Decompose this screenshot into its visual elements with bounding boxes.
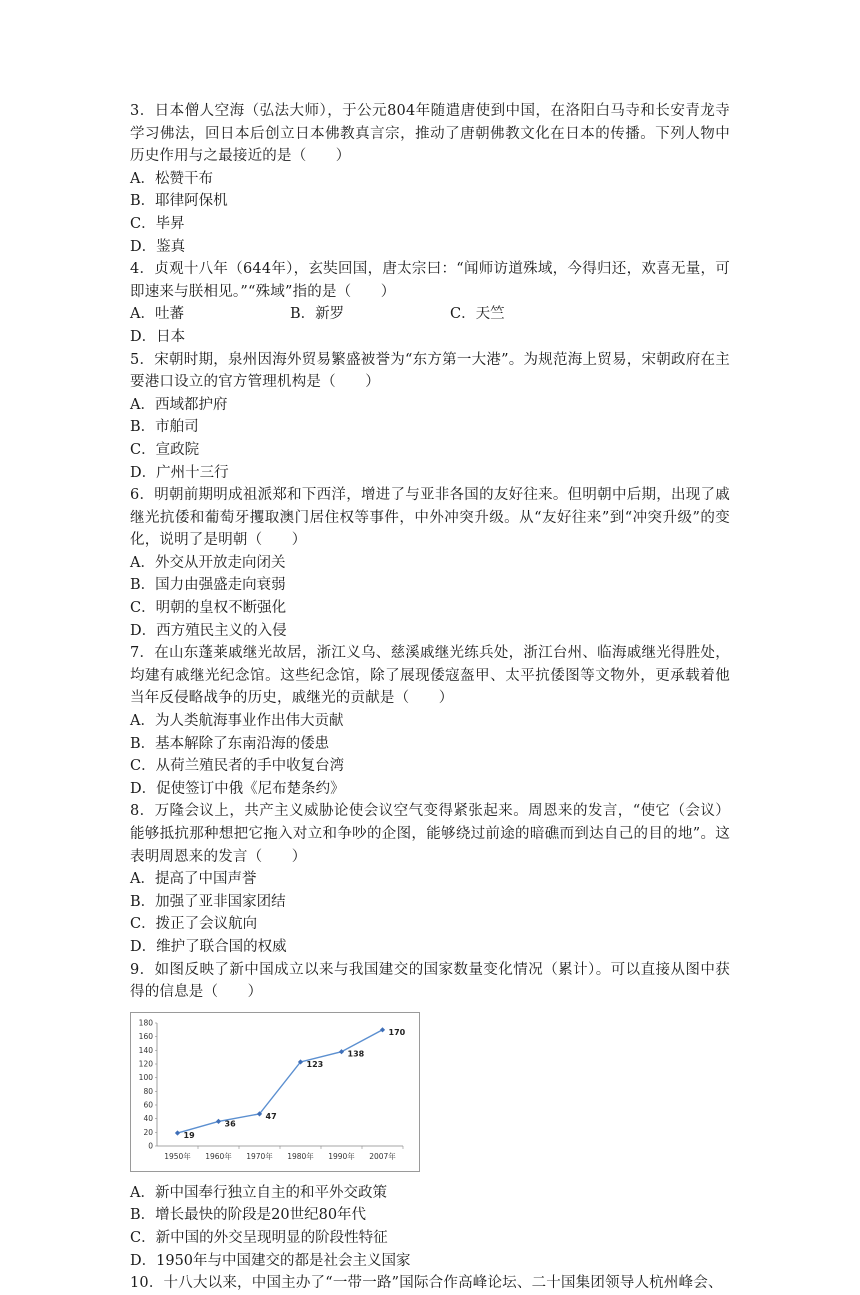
question-stem: 6．明朝前期明成祖派郑和下西洋，增进了与亚非各国的友好往来。但明朝中后期，出现了戚继光抗倭和葡萄牙攫取澳门居住权等事件，中外冲突升级。从“友好往来”到“冲突升级”的变化，说明了是明朝（ ）	[130, 487, 730, 549]
option-c[interactable]: C．从荷兰殖民者的手中收复台湾	[130, 758, 345, 775]
y-tick-label: 180	[138, 1018, 153, 1028]
data-label: 170	[388, 1027, 406, 1037]
option-c[interactable]: C．宣政院	[130, 441, 200, 458]
exam-page	[130, 100, 730, 1295]
x-tick-label: 1960年	[205, 1151, 232, 1161]
data-point	[216, 1119, 221, 1124]
option-a[interactable]: A．西域都护府	[130, 396, 228, 413]
question-block	[130, 484, 730, 642]
question-block	[130, 800, 730, 958]
option-a[interactable]: A．吐蕃	[130, 306, 184, 323]
question-stem: 10．十八大以来，中国主办了“一带一路”国际合作高峰论坛、二十国集团领导人杭州峰会、	[130, 1275, 723, 1292]
data-label: 19	[183, 1130, 195, 1140]
question-stem: 5．宋朝时期，泉州因海外贸易繁盛被誉为“东方第一大港”。为规范海上贸易，宋朝政府在主要港口设立的官方管理机构是（ ）	[130, 351, 730, 391]
y-tick-label: 40	[143, 1113, 153, 1123]
question-block	[130, 100, 730, 258]
option-d[interactable]: D．维护了联合国的权威	[130, 938, 287, 955]
x-tick-label: 1990年	[328, 1151, 355, 1161]
question-options	[130, 303, 730, 348]
option-d[interactable]: D．广州十三行	[130, 464, 229, 481]
y-tick-label: 160	[138, 1031, 153, 1041]
y-tick-label: 120	[138, 1059, 153, 1069]
option-b[interactable]: B．加强了亚非国家团结	[130, 893, 286, 910]
data-label: 47	[265, 1111, 277, 1121]
option-b[interactable]: B．耶律阿保机	[130, 193, 228, 210]
data-point	[380, 1027, 385, 1032]
data-label: 138	[347, 1049, 365, 1059]
question-block	[130, 258, 730, 348]
option-d[interactable]: D．鉴真	[130, 238, 186, 255]
question-9	[130, 959, 730, 1273]
question-options	[130, 168, 730, 258]
question-options	[130, 868, 730, 958]
option-c[interactable]: C．拨正了会议航向	[130, 916, 258, 933]
y-tick-label: 80	[143, 1086, 153, 1096]
data-label: 36	[224, 1119, 236, 1129]
line-chart	[131, 1013, 419, 1171]
question-options	[130, 394, 730, 484]
y-tick-label: 0	[148, 1141, 153, 1151]
option-d[interactable]: D．西方殖民主义的入侵	[130, 622, 287, 639]
x-tick-label: 1970年	[246, 1151, 273, 1161]
data-point	[175, 1130, 180, 1135]
option-a[interactable]: A．外交从开放走向闭关	[130, 554, 286, 571]
y-tick-label: 20	[143, 1127, 153, 1137]
option-b[interactable]: B．基本解除了东南沿海的倭患	[130, 735, 330, 752]
option-c[interactable]: C．毕昇	[130, 215, 185, 232]
option-a[interactable]: A．新中国奉行独立自主的和平外交政策	[130, 1184, 387, 1201]
question-stem: 3．日本僧人空海（弘法大师），于公元804年随遣唐使到中国，在洛阳白马寺和长安青龙寺学习佛法，回日本后创立日本佛教真言宗，推动了唐朝佛教文化在日本的传播。下列人物中历史作用与之最接近的是（ ）	[130, 103, 730, 165]
y-tick-label: 140	[138, 1045, 153, 1055]
question-stem: 8．万隆会议上，共产主义威胁论使会议空气变得紧张起来。周恩来的发言，“使它（会议）能够抵抗那种想把它拖入对立和争吵的企图，能够绕过前途的暗礁而到达自己的目的地”。这表明周恩来的发言（ ）	[130, 803, 730, 865]
question-options	[130, 1182, 730, 1272]
question-options	[130, 710, 730, 800]
x-tick-label: 1980年	[287, 1151, 314, 1161]
option-a[interactable]: A．为人类航海事业作出伟大贡献	[130, 713, 344, 730]
y-tick-label: 100	[138, 1072, 153, 1082]
question-block	[130, 642, 730, 800]
y-tick-label: 60	[143, 1100, 153, 1110]
option-d[interactable]: D．促使签订中俄《尼布楚条约》	[130, 780, 345, 797]
question-10	[130, 1272, 730, 1295]
option-a[interactable]: A．松赞干布	[130, 170, 213, 187]
option-d[interactable]: D．1950年与中国建交的都是社会主义国家	[130, 1252, 411, 1269]
diplomatic-relations-chart	[130, 1012, 420, 1172]
option-d[interactable]: D．日本	[130, 328, 186, 345]
question-stem: 4．贞观十八年（644年），玄奘回国，唐太宗曰：“闻师访道殊域，今得归还，欢喜无量，可即速来与朕相见。”“殊域”指的是（ ）	[130, 261, 730, 300]
data-point	[339, 1049, 344, 1054]
question-block	[130, 349, 730, 485]
option-b[interactable]: B．国力由强盛走向衰弱	[130, 577, 286, 594]
question-options	[130, 552, 730, 642]
question-list	[130, 100, 730, 959]
option-b[interactable]: B．新罗	[290, 306, 345, 323]
x-tick-label: 2007年	[369, 1151, 396, 1161]
option-c[interactable]: C．天竺	[450, 306, 505, 323]
series-line	[178, 1030, 383, 1133]
data-label: 123	[306, 1059, 324, 1069]
option-a[interactable]: A．提高了中国声誉	[130, 871, 257, 888]
option-c[interactable]: C．明朝的皇权不断强化	[130, 600, 287, 617]
option-c[interactable]: C．新中国的外交呈现明显的阶段性特征	[130, 1229, 388, 1246]
x-tick-label: 1950年	[164, 1151, 191, 1161]
option-b[interactable]: B．市舶司	[130, 419, 199, 436]
question-stem: 7．在山东蓬莱戚继光故居，浙江义乌、慈溪戚继光练兵处，浙江台州、临海戚继光得胜处，均建有戚继光纪念馆。这些纪念馆，除了展现倭寇盔甲、太平抗倭图等文物外，更承载着他当年反侵略战争的历史，戚继光的贡献是（ ）	[130, 645, 730, 707]
question-stem: 9．如图反映了新中国成立以来与我国建交的国家数量变化情况（累计）。可以直接从图中获得的信息是（ ）	[130, 961, 730, 1001]
option-b[interactable]: B．增长最快的阶段是20世纪80年代	[130, 1207, 367, 1224]
